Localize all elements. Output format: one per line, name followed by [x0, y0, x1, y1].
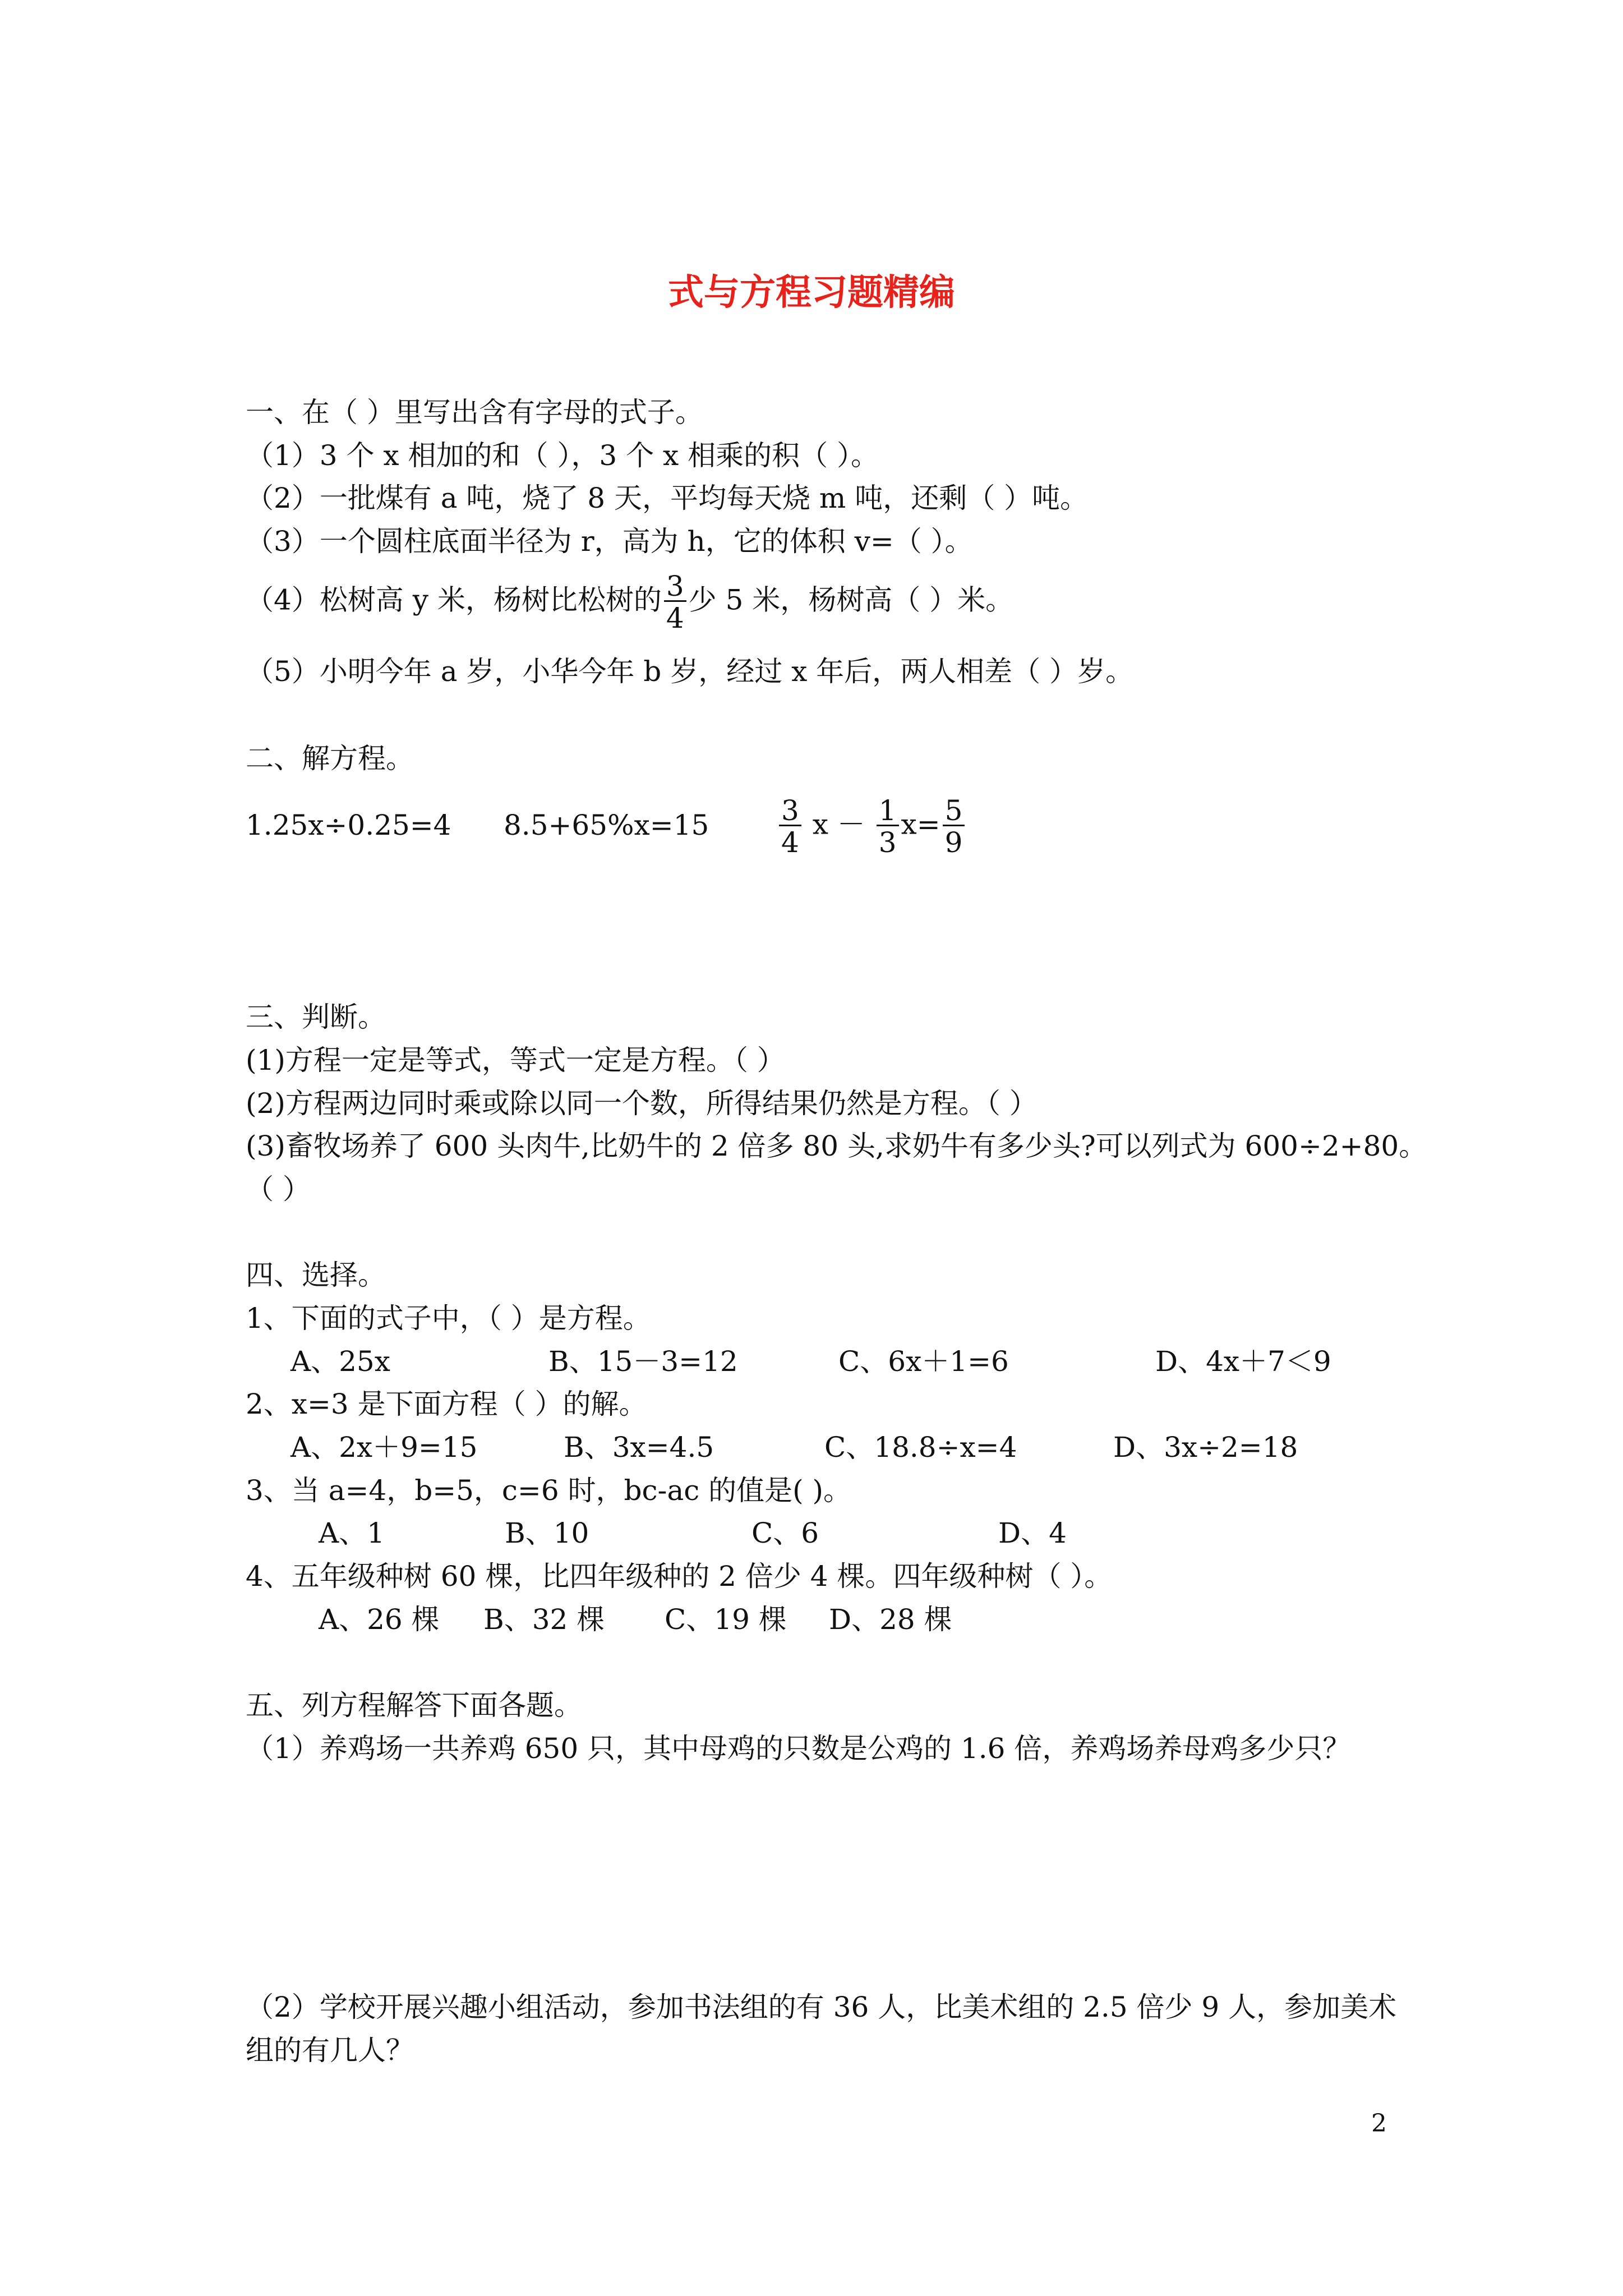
fraction-three-quarters: [664, 572, 686, 632]
section-2-heading: 二、解方程。: [246, 742, 414, 775]
s4-q1-option-b: B、15－3=12: [548, 1345, 738, 1378]
s4-q2-option-d: D、3x÷2=18: [1113, 1431, 1298, 1464]
s3-question-1: (1)方程一定是等式，等式一定是方程。（ ）: [246, 1044, 785, 1076]
s4-question-3: 3、当 a=4，b=5，c=6 时，bc-ac 的值是( )。: [246, 1474, 852, 1507]
s3-question-3-answer-paren: （ ）: [246, 1173, 311, 1205]
page-title: 式与方程习题精编: [668, 272, 955, 314]
s4-q1-option-c: C、6x＋1=6: [838, 1345, 1009, 1378]
fraction-denominator: 3: [877, 825, 899, 857]
s4-q2-option-b: B、3x=4.5: [564, 1431, 714, 1464]
eq3-x-equals: x=: [901, 808, 940, 841]
section-4-heading: 四、选择。: [246, 1259, 386, 1291]
eq3-fraction-3: [943, 794, 965, 859]
s1-question-4: [246, 572, 1013, 632]
s4-q4-option-d: D、28 棵: [829, 1603, 952, 1636]
s1-question-5: （5）小明今年 a 岁，小华今年 b 岁，经过 x 年后，两人相差（ ）岁。: [246, 655, 1134, 688]
s4-q3-option-d: D、4: [998, 1517, 1067, 1549]
s5-question-1: （1）养鸡场一共养鸡 650 只，其中母鸡的只数是公鸡的 1.6 倍，养鸡场养母鸡多少只？: [246, 1732, 1351, 1765]
s4-question-4: 4、五年级种树 60 棵，比四年级种的 2 倍少 4 棵。四年级种树（ ）。: [246, 1560, 1113, 1593]
s1-question-2: （2）一批煤有 a 吨，烧了 8 天，平均每天烧 m 吨，还剩（ ）吨。: [246, 482, 1089, 514]
s1-question-3: （3）一个圆柱底面半径为 r，高为 h，它的体积 v=（ ）。: [246, 525, 973, 558]
fraction-denominator: 4: [664, 600, 686, 632]
fraction-numerator: 5: [944, 794, 963, 827]
fraction-numerator: 3: [666, 570, 684, 602]
equation-2: 8.5+65%x=15: [504, 809, 709, 841]
s3-question-2: (2)方程两边同时乘或除以同一个数，所得结果仍然是方程。（ ）: [246, 1087, 1038, 1120]
s5-question-2-line-1: （2）学校开展兴趣小组活动，参加书法组的有 36 人，比美术组的 2.5 倍少 9 人，参加美术: [246, 1991, 1397, 2023]
equation-3: [777, 794, 967, 859]
equation-1: 1.25x÷0.25=4: [246, 809, 451, 841]
section-1-heading: 一、在（ ）里写出含有字母的式子。: [246, 396, 703, 429]
page-number: 2: [1371, 2109, 1387, 2138]
s4-q2-option-a: A、2x＋9=15: [291, 1431, 478, 1464]
fraction-denominator: 9: [943, 825, 965, 857]
eq3-fraction-2: [877, 794, 899, 859]
section-5-heading: 五、列方程解答下面各题。: [246, 1689, 582, 1722]
s4-question-2: 2、x=3 是下面方程（ ）的解。: [246, 1388, 647, 1420]
s4-q2-option-c: C、18.8÷x=4: [824, 1431, 1017, 1464]
s5-question-2-line-2: 组的有几人？: [246, 2034, 414, 2067]
eq3-fraction-1: [779, 794, 801, 859]
s1-q4-prefix: （4）松树高 y 米，杨树比松树的: [246, 583, 662, 616]
fraction-denominator: 4: [779, 825, 801, 857]
s4-question-1: 1、下面的式子中，（ ）是方程。: [246, 1302, 651, 1335]
s4-q4-option-a: A、26 棵: [319, 1603, 440, 1636]
s4-q4-option-c: C、19 棵: [665, 1603, 787, 1636]
section-3-heading: 三、判断。: [246, 1001, 386, 1033]
s4-q1-option-a: A、25x: [291, 1345, 390, 1378]
s4-q3-option-b: B、10: [505, 1517, 589, 1549]
eq3-middle: x －: [812, 808, 865, 841]
s1-q4-suffix: 少 5 米，杨树高（ ）米。: [688, 583, 1014, 616]
fraction-numerator: 1: [878, 794, 897, 827]
s1-question-1: （1）3 个 x 相加的和（ ），3 个 x 相乘的积（ ）。: [246, 439, 879, 472]
s3-question-3: (3)畜牧场养了 600 头肉牛,比奶牛的 2 倍多 80 头,求奶牛有多少头?可以列式为 600÷2+80。: [246, 1130, 1427, 1162]
s4-q4-option-b: B、32 棵: [483, 1603, 605, 1636]
s4-q1-option-d: D、4x＋7＜9: [1155, 1345, 1331, 1378]
s4-q3-option-a: A、1: [319, 1517, 385, 1549]
s4-q3-option-c: C、6: [751, 1517, 819, 1549]
fraction-numerator: 3: [781, 794, 799, 827]
